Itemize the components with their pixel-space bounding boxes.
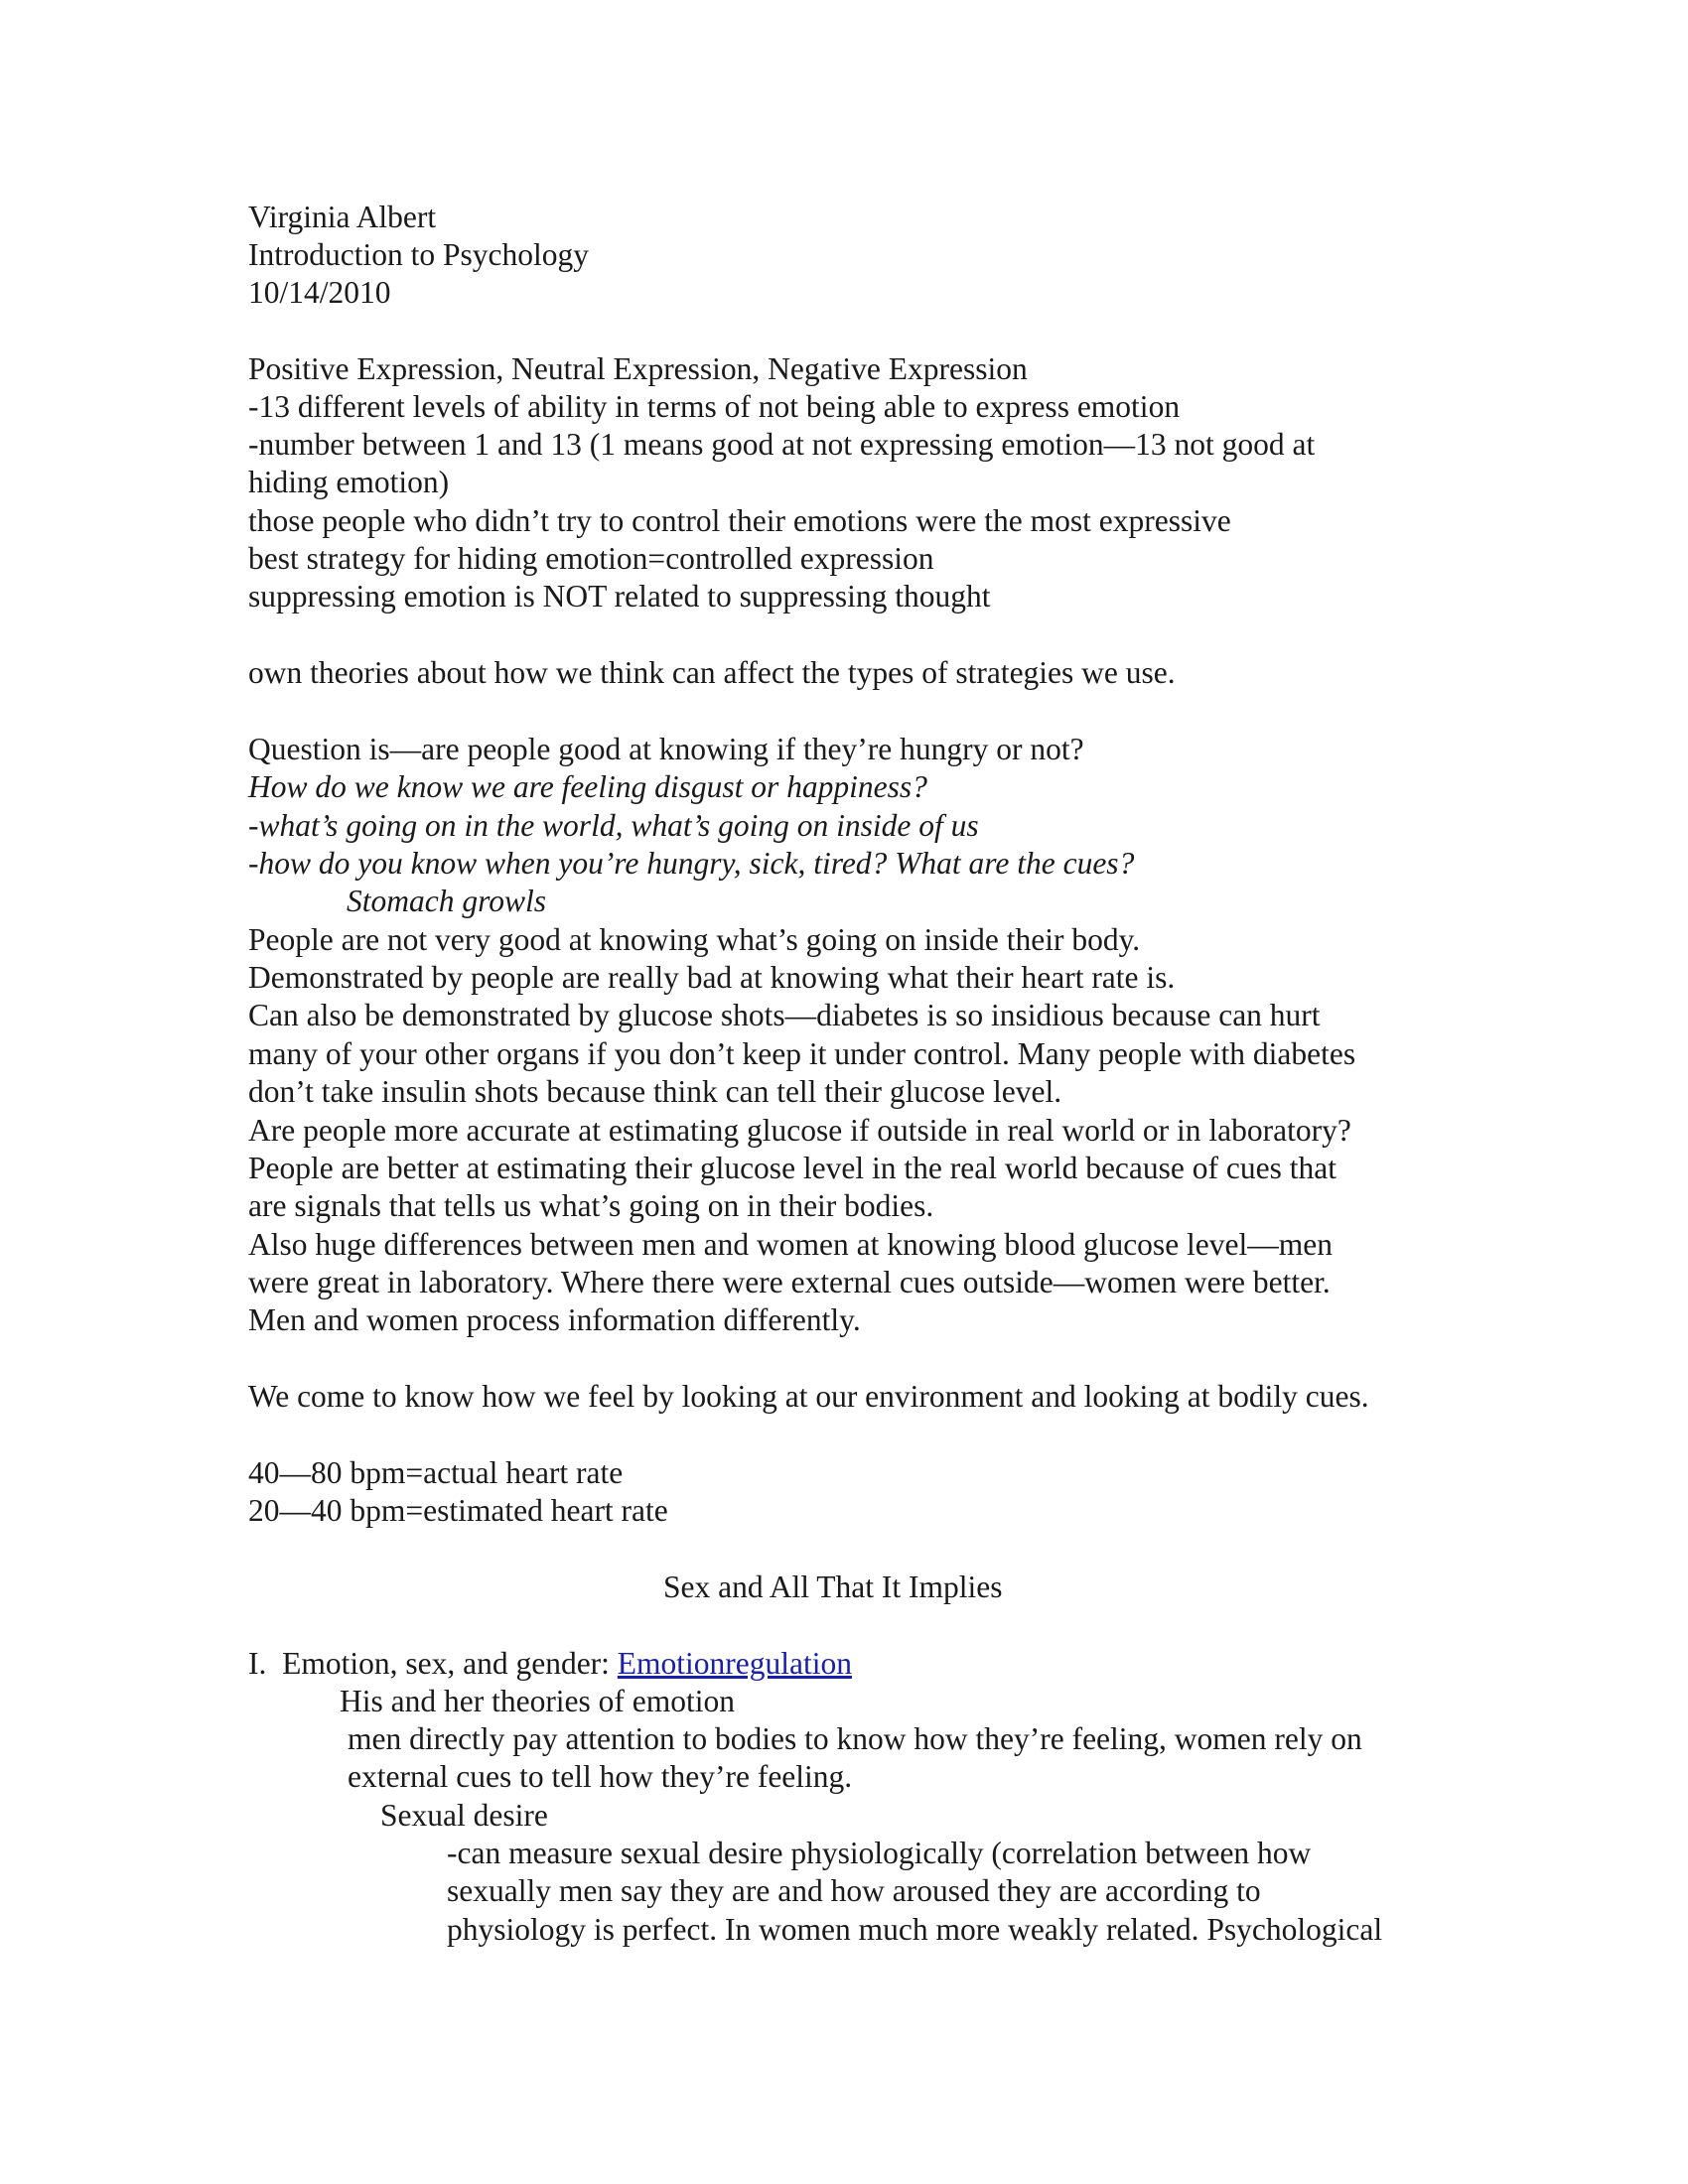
text-line: Are people more accurate at estimating glucose if outside in real world or in laboratory? [248, 1113, 1351, 1148]
text-line: Also huge differences between men and women at knowing blood glucose level—men [248, 1227, 1333, 1262]
subheading-sexual-desire: Sexual desire [380, 1798, 548, 1833]
outline-item-1 [248, 1645, 852, 1683]
outline-item-1-label: I. Emotion, sex, and gender: [248, 1646, 618, 1681]
text-line: People are better at estimating their glucose level in the real world because of cues that [248, 1151, 1336, 1185]
subheading-his-her: His and her theories of emotion [340, 1684, 736, 1718]
text-line: -number between 1 and 13 (1 means good at not expressing emotion—13 not good at [248, 427, 1316, 462]
text-line: Demonstrated by people are really bad at knowing what their heart rate is. [248, 960, 1176, 995]
emotion-regulation-link[interactable]: Emotionregulation [617, 1646, 853, 1681]
text-line: were great in laboratory. Where there were external cues outside—women were better. [248, 1265, 1331, 1299]
estimated-heart-rate: 20—40 bpm=estimated heart rate [248, 1493, 668, 1528]
text-line: physiology is perfect. In women much more weakly related. Psychological [447, 1912, 1383, 1947]
text-line: suppressing emotion is NOT related to suppressing thought [248, 579, 991, 614]
italic-line: -what’s going on in the world, what’s going on inside of us [248, 808, 979, 843]
text-line: Can also be demonstrated by glucose shots—diabetes is so insidious because can hurt [248, 998, 1321, 1032]
course-title: Introduction to Psychology [248, 237, 589, 272]
text-line: best strategy for hiding emotion=controlled expression [248, 541, 934, 576]
text-line: We come to know how we feel by looking at our environment and looking at bodily cues. [248, 1379, 1369, 1414]
question-line: Question is—are people good at knowing if they’re hungry or not? [248, 732, 1084, 766]
document-date: 10/14/2010 [248, 275, 391, 310]
section-title: Sex and All That It Implies [663, 1570, 1003, 1604]
text-line: own theories about how we think can affect the types of strategies we use. [248, 655, 1176, 690]
text-line: don’t take insulin shots because think can tell their glucose level. [248, 1074, 1062, 1109]
actual-heart-rate: 40—80 bpm=actual heart rate [248, 1455, 624, 1490]
text-line: men directly pay attention to bodies to know how they’re feeling, women rely on [348, 1721, 1362, 1756]
author-name: Virginia Albert [248, 200, 437, 234]
text-line: -can measure sexual desire physiologically (correlation between how [447, 1836, 1312, 1870]
italic-line: How do we know we are feeling disgust or happiness? [248, 769, 927, 804]
italic-line: -how do you know when you’re hungry, sick, tired? What are the cues? [248, 846, 1135, 881]
text-line: Positive Expression, Neutral Expression, Negative Expression [248, 351, 1028, 386]
text-line: hiding emotion) [248, 465, 450, 499]
text-line: those people who didn’t try to control their emotions were the most expressive [248, 503, 1231, 538]
text-line: -13 different levels of ability in terms of not being able to express emotion [248, 389, 1181, 424]
text-line: are signals that tells us what’s going on in their bodies. [248, 1188, 934, 1223]
text-line: external cues to tell how they’re feeling. [348, 1759, 853, 1794]
text-line: People are not very good at knowing what’s going on inside their body. [248, 922, 1141, 957]
text-line: Men and women process information differently. [248, 1302, 861, 1337]
italic-line: Stomach growls [347, 884, 546, 918]
text-line: many of your other organs if you don’t keep it under control. Many people with diabetes [248, 1036, 1356, 1071]
text-line: sexually men say they are and how aroused they are according to [447, 1873, 1261, 1908]
